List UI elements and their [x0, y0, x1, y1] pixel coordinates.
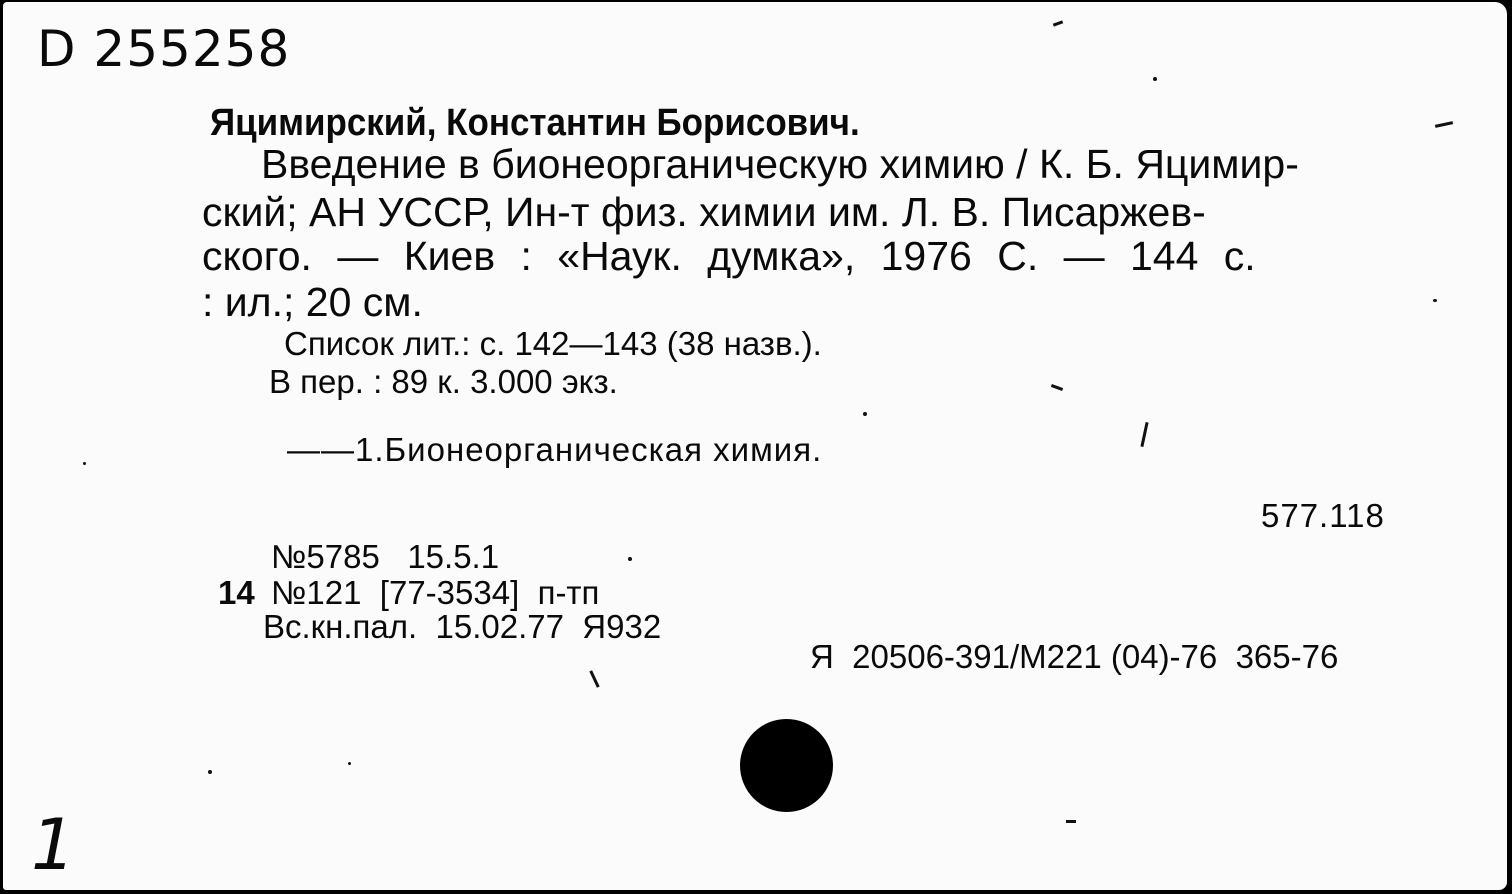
record-line-1: №5785 15.5.1 — [271, 538, 500, 575]
accession-number: D 255258 — [37, 20, 291, 78]
speck — [1066, 820, 1076, 823]
index-line: Я 20506-391/М221 (04)-76 365-76 — [810, 638, 1339, 675]
bibliography-note: Список лит.: с. 142—143 (38 назв.). — [284, 325, 822, 362]
description-line-3: ского. — Киев : «Наук. думка», 1976 С. — 144 с. — [202, 233, 1256, 279]
description-line-2: ский; АН УССР, Ин-т физ. химии им. Л. В. Писаржев- — [202, 189, 1206, 235]
speck — [208, 770, 212, 774]
speck — [1053, 20, 1063, 26]
speck — [1140, 422, 1148, 447]
subject-heading: ——1.Бионеорганическая химия. — [287, 431, 823, 468]
author-heading: Яцимирский, Константин Борисович. — [210, 102, 860, 144]
speck — [1051, 384, 1063, 391]
description-line-1: Введение в бионеорганическую химию / К. Б. Яцимир- — [261, 141, 1299, 187]
speck — [83, 462, 86, 465]
catalog-card — [3, 2, 1507, 890]
punch-hole — [740, 719, 833, 812]
description-line-4: : ил.; 20 см. — [202, 279, 423, 325]
speck — [348, 762, 351, 765]
speck — [1153, 77, 1157, 81]
record-line-2: №121 [77-3534] п-тп — [271, 574, 600, 611]
binding-note: В пер. : 89 к. 3.000 экз. — [269, 363, 618, 400]
speck — [1433, 299, 1437, 302]
speck — [589, 670, 599, 688]
record-line-3: Вс.кн.пал. 15.02.77 Я932 — [263, 608, 662, 645]
speck — [628, 557, 632, 561]
udc-code: 577.118 — [1261, 497, 1385, 534]
speck — [863, 412, 867, 416]
number-14: 14 — [218, 574, 255, 611]
handwritten-mark: 1 — [31, 804, 76, 886]
speck — [1435, 121, 1453, 128]
